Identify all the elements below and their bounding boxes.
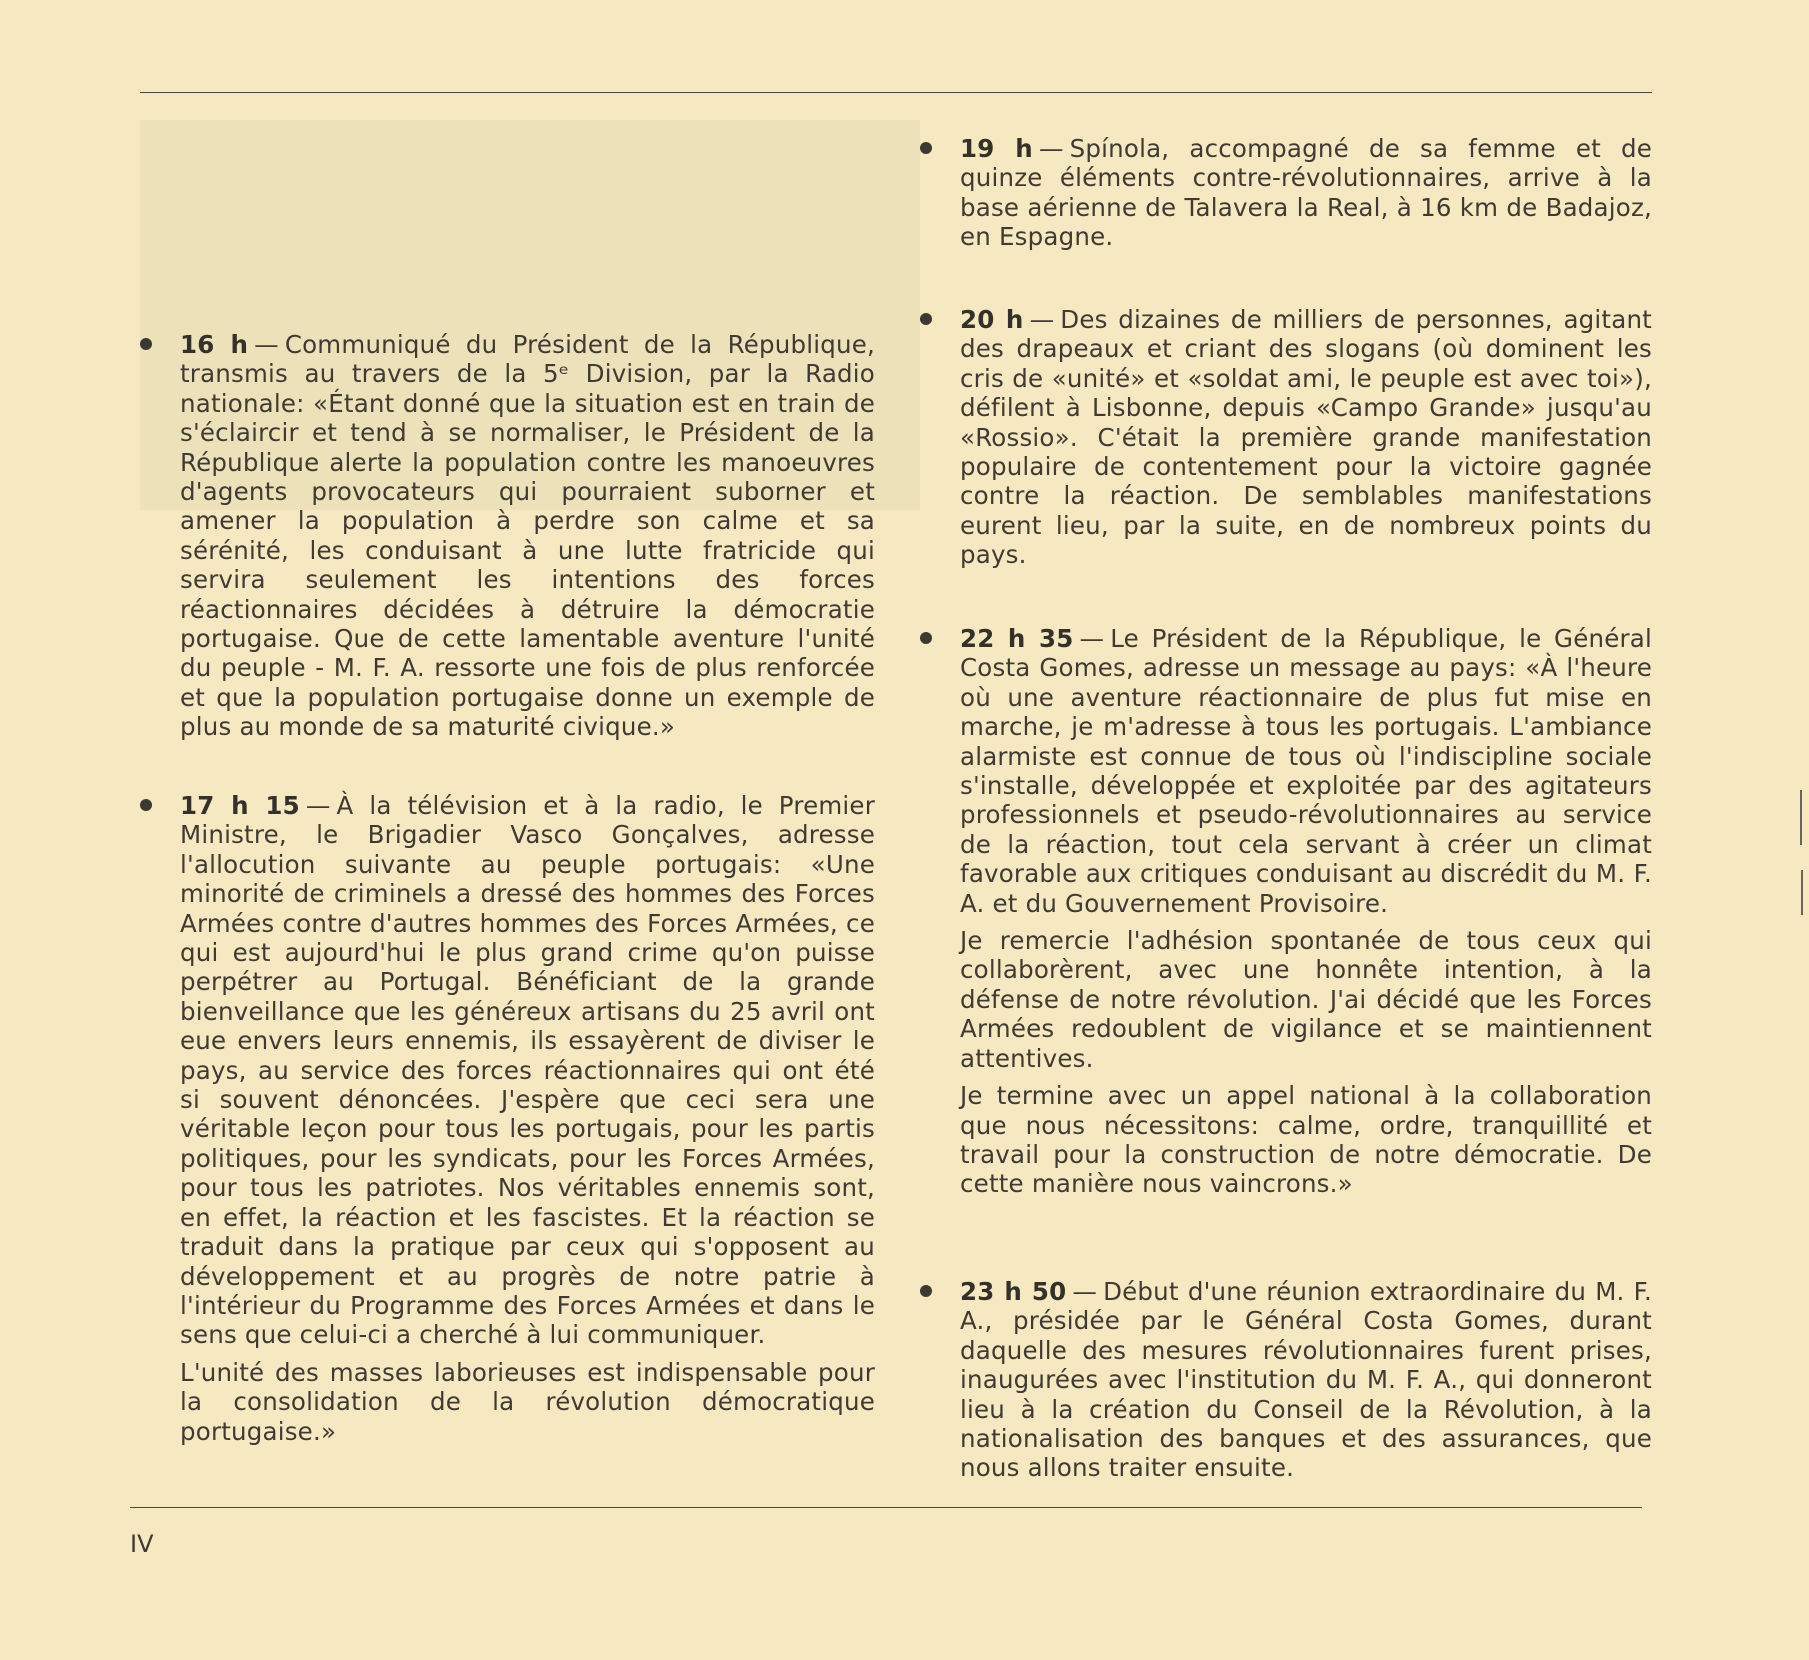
entry-22h35 bbox=[960, 624, 1652, 1199]
entry-paragraph: 17 h 15 — À la télévision et à la radio, le Premier Ministre, le Brigadier Vasco Gonçalves, adresse l'allocution suivante au peuple portugais: «Une minorité de criminels a dressé des hommes des Forces Armées contre d'autres hommes des Forces Armées, ce qui est aujourd'hui le plus grand crime qu'on puisse perpétrer au Portugal. Bénéficiant de la grande bienveillance que les généreux artisans du 25 avril ont eue envers leurs ennemis, ils essayèrent de diviser le pays, au service des forces réactionnaires qui ont été si souvent dénoncées. J'espère que ceci sera une véritable leçon pour tous les portugais, pour les partis politiques, pour les syndicats, pour les Forces Armées, pour tous les patriotes. Nos véritables ennemis sont, en effet, la réaction et les fascistes. Et la réaction se traduit dans la pratique par ceux qui s'opposent au développement et au progrès de notre patrie à l'intérieur du Programme des Forces Armées et dans le sens que celui-ci a cherché à lui communiquer. bbox=[180, 791, 875, 1350]
scan-edge-mark bbox=[1801, 870, 1803, 915]
entry-time: 19 h bbox=[960, 134, 1033, 163]
scan-edge-mark bbox=[1800, 790, 1802, 845]
entry-time: 16 h bbox=[180, 330, 249, 359]
entry-paragraph: 16 h — Communiqué du Président de la République, transmis au travers de la 5ᵉ Division, par la Radio nationale: «Étant donné que la situation est en train de s'éclaircir et tend à se normaliser, le Président de la République alerte la population contre les manoeuvres d'agents provocateurs qui pourraient suborner et amener la population à perdre son calme et sa sérénité, les conduisant à une lutte fratricide qui servira seulement les intentions des forces réactionnaires décidées à détruire la démocratie portugaise. Que de cette lamentable aventure l'unité du peuple - M. F. A. ressorte une fois de plus renforcée et que la population portugaise donne un exemple de plus au monde de sa maturité civique.» bbox=[180, 330, 875, 742]
entry-23h50 bbox=[960, 1277, 1652, 1483]
entry-text: Le Président de la République, le Général Costa Gomes, adresse un message au pays: «À l'heure où une aventure réactionnaire de plus fut mise en marche, je m'adresse à tous les portugais. L'ambiance alarmiste est connue de tous où l'indiscipline sociale s'installe, développée et exploitée par des agitateurs professionnels et pseudo-révolutionnaires au service de la réaction, tout cela servant à créer un climat favorable aux critiques conduisant au discrédit du M. F. A. et du Gouvernement Provisoire. bbox=[960, 624, 1652, 918]
entry-20h bbox=[960, 305, 1652, 570]
entry-16h bbox=[180, 330, 875, 742]
entry-time: 17 h 15 bbox=[180, 791, 300, 820]
bullet-icon bbox=[920, 313, 932, 325]
top-rule bbox=[140, 92, 1652, 93]
entry-text: À la télévision et à la radio, le Premier Ministre, le Brigadier Vasco Gonçalves, adresse l'allocution suivante au peuple portugais: «Une minorité de criminels a dressé des hommes des Forces Armées contre d'autres hommes des Forces Armées, ce qui est aujourd'hui le plus grand crime qu'on puisse perpétrer au Portugal. Bénéficiant de la grande bienveillance que les généreux artisans du 25 avril ont eue envers leurs ennemis, ils essayèrent de diviser le pays, au service des forces réactionnaires qui ont été si souvent dénoncées. J'espère que ceci sera une véritable leçon pour tous les portugais, pour les partis politiques, pour les syndicats, pour les Forces Armées, pour tous les patriotes. Nos véritables ennemis sont, en effet, la réaction et les fascistes. Et la réaction se traduit dans la pratique par ceux qui s'opposent au développement et au progrès de notre patrie à l'intérieur du Programme des Forces Armées et dans le sens que celui-ci a cherché à lui communiquer. bbox=[180, 791, 875, 1350]
bullet-icon bbox=[920, 632, 932, 644]
entry-17h15 bbox=[180, 791, 875, 1446]
entry-paragraph: Je termine avec un appel national à la collaboration que nous nécessitons: calme, ordre, tranquillité et travail pour la construction de notre démocratie. De cette manière nous vaincrons.» bbox=[960, 1081, 1652, 1199]
entry-paragraph: 23 h 50 — Début d'une réunion extraordinaire du M. F. A., présidée par le Général Costa Gomes, durant daquelle des mesures révolutionnaires furent prises, inaugurées avec l'institution du M. F. A., qui donneront lieu à la création du Conseil de la Révolution, à la nationalisation des banques et des assurances, que nous allons traiter ensuite. bbox=[960, 1277, 1652, 1483]
entry-time: 23 h 50 bbox=[960, 1277, 1067, 1306]
entry-paragraph: 19 h — Spínola, accompagné de sa femme et de quinze éléments contre-révolutionnaires, arrive à la base aérienne de Talavera la Real, à 16 km de Badajoz, en Espagne. bbox=[960, 134, 1652, 252]
entry-text: Communiqué du Président de la République, transmis au travers de la 5ᵉ Division, par la Radio nationale: «Étant donné que la situation est en train de s'éclaircir et tend à se normaliser, le Président de la République alerte la population contre les manoeuvres d'agents provocateurs qui pourraient suborner et amener la population à perdre son calme et sa sérénité, les conduisant à une lutte fratricide qui servira seulement les intentions des forces réactionnaires décidées à détruire la démocratie portugaise. Que de cette lamentable aventure l'unité du peuple - M. F. A. ressorte une fois de plus renforcée et que la population portugaise donne un exemple de plus au monde de sa maturité civique.» bbox=[180, 330, 875, 742]
entry-text: Spínola, accompagné de sa femme et de quinze éléments contre-révolutionnaires, arrive à la base aérienne de Talavera la Real, à 16 km de Badajoz, en Espagne. bbox=[960, 134, 1652, 252]
entry-paragraph: 20 h — Des dizaines de milliers de personnes, agitant des drapeaux et criant des slogans (où dominent les cris de «unité» et «soldat ami, le peuple est avec toi»), défilent à Lisbonne, depuis «Campo Grande» jusqu'au «Rossio». C'était la première grande manifestation populaire de contentement pour la victoire gagnée contre la réaction. De semblables manifestations eurent lieu, par la suite, en de nombreux points du pays. bbox=[960, 305, 1652, 570]
bullet-icon bbox=[140, 338, 152, 350]
entry-paragraph: L'unité des masses laborieuses est indispensable pour la consolidation de la révolution démocratique portugaise.» bbox=[180, 1357, 875, 1446]
entry-19h bbox=[960, 134, 1652, 252]
bullet-icon bbox=[920, 1285, 932, 1297]
bottom-rule bbox=[130, 1507, 1642, 1508]
entry-time: 22 h 35 bbox=[960, 624, 1074, 653]
entry-paragraph: Je remercie l'adhésion spontanée de tous ceux qui collaborèrent, avec une honnête intention, à la défense de notre révolution. J'ai décidé que les Forces Armées redoublent de vigilance et se maintiennent attentives. bbox=[960, 926, 1652, 1073]
entry-time: 20 h bbox=[960, 305, 1024, 334]
entry-text: Début d'une réunion extraordinaire du M. F. A., présidée par le Général Costa Gomes, durant daquelle des mesures révolutionnaires furent prises, inaugurées avec l'institution du M. F. A., qui donneront lieu à la création du Conseil de la Révolution, à la nationalisation des banques et des assurances, que nous allons traiter ensuite. bbox=[960, 1277, 1652, 1483]
bullet-icon bbox=[140, 799, 152, 811]
bullet-icon bbox=[920, 142, 932, 154]
page-number: IV bbox=[130, 1530, 154, 1558]
entry-paragraph: 22 h 35 — Le Président de la République, le Général Costa Gomes, adresse un message au pays: «À l'heure où une aventure réactionnaire de plus fut mise en marche, je m'adresse à tous les portugais. L'ambiance alarmiste est connue de tous où l'indiscipline sociale s'installe, développée et exploitée par des agitateurs professionnels et pseudo-révolutionnaires au service de la réaction, tout cela servant à créer un climat favorable aux critiques conduisant au discrédit du M. F. A. et du Gouvernement Provisoire. bbox=[960, 624, 1652, 918]
entry-text: Des dizaines de milliers de personnes, agitant des drapeaux et criant des slogans (où dominent les cris de «unité» et «soldat ami, le peuple est avec toi»), défilent à Lisbonne, depuis «Campo Grande» jusqu'au «Rossio». C'était la première grande manifestation populaire de contentement pour la victoire gagnée contre la réaction. De semblables manifestations eurent lieu, par la suite, en de nombreux points du pays. bbox=[960, 305, 1652, 570]
